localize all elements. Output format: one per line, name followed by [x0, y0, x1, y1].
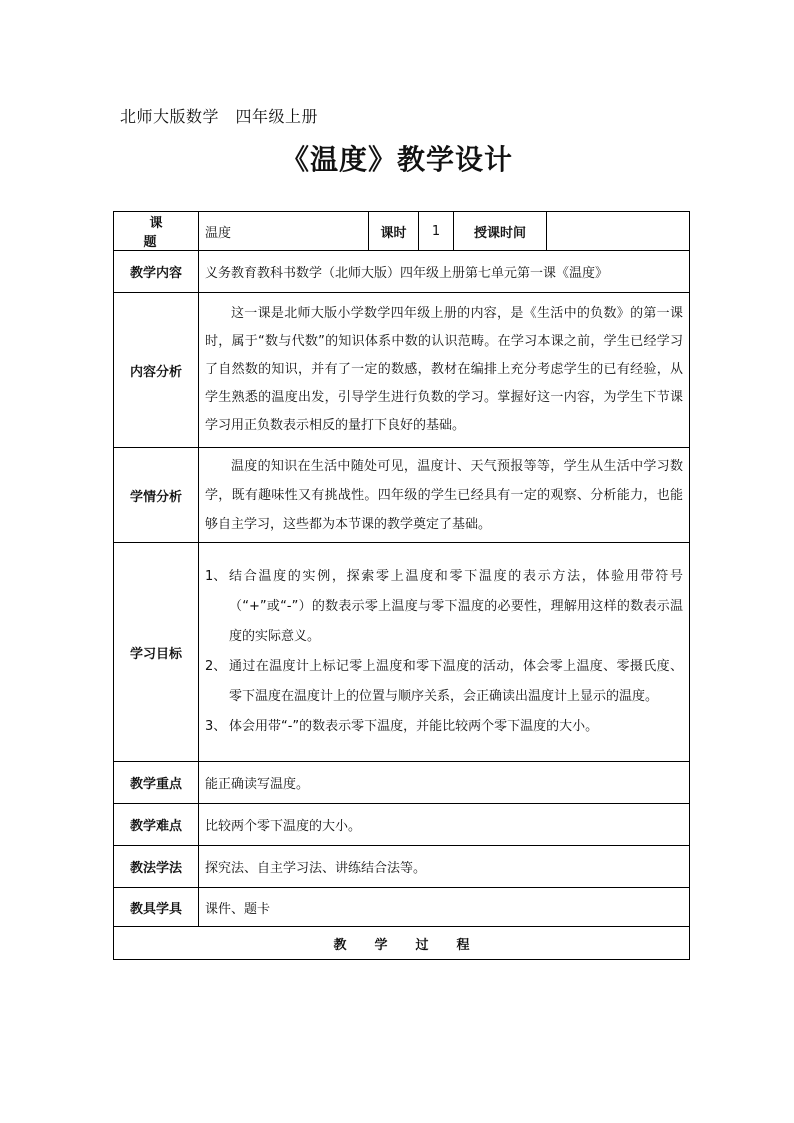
- analysis-cell: [199, 293, 690, 448]
- learners-text: 温度的知识在生活中随处可见，温度计、天气预报等等，学生从生活中学习数学，既有趣味性又有挑战性。四年级的学生已经具有一定的观察、分析能力，也能够自主学习，这些都为本节课的教学奠定了基础。: [205, 458, 683, 532]
- row-learners: [114, 448, 690, 543]
- goal-number: 2、: [205, 659, 227, 674]
- topic-label: 课 题: [114, 212, 199, 251]
- tools-value: 课件、题卡: [199, 888, 690, 927]
- methods-label: 教法学法: [114, 846, 199, 888]
- goals-list: [205, 562, 683, 742]
- row-difficulty: [114, 804, 690, 846]
- time-value: [547, 212, 690, 251]
- difficulty-value: 比较两个零下温度的大小。: [199, 804, 690, 846]
- page-title: 《温度》教学设计: [280, 143, 513, 176]
- tools-label: 教具学具: [114, 888, 199, 927]
- topic-value: 温度: [199, 212, 369, 251]
- period-value: 1: [419, 212, 454, 251]
- goal-text: 结合温度的实例，探索零上温度和零下温度的表示方法，体验用带符号（“+”或“-”）的数表示零上温度与零下温度的必要性，理解用这样的数表示温度的实际意义。: [229, 569, 683, 644]
- subtitle: 北师大版数学 四年级上册: [120, 107, 319, 126]
- row-goals: [114, 543, 690, 762]
- row-topic: [114, 212, 690, 251]
- content-value: 义务教育教科书数学（北师大版）四年级上册第七单元第一课《温度》: [199, 251, 690, 293]
- goal-item: [205, 562, 683, 652]
- goal-item: [205, 712, 683, 742]
- content-label: 教学内容: [114, 251, 199, 293]
- key-point-label: 教学重点: [114, 762, 199, 804]
- difficulty-label: 教学难点: [114, 804, 199, 846]
- analysis-label: 内容分析: [114, 293, 199, 448]
- goal-text: 体会用带“-”的数表示零下温度，并能比较两个零下温度的大小。: [229, 719, 599, 734]
- row-key-point: [114, 762, 690, 804]
- analysis-text: 这一课是北师大版小学数学四年级上册的内容，是《生活中的负数》的第一课时，属于“数与代数”的知识体系中数的认识范畴。在学习本课之前，学生已经学习了自然数的知识，并有了一定的数感，教材在编排上充分考虑学生的已有经验，从学生熟悉的温度出发，引导学生进行负数的学习。掌握好这一内容，为学生下节课学习用正负数表示相反的量打下良好的基础。: [205, 306, 683, 433]
- row-process: [114, 927, 690, 960]
- goal-number: 1、: [205, 569, 227, 584]
- goal-number: 3、: [205, 719, 227, 734]
- goal-text: 通过在温度计上标记零上温度和零下温度的活动，体会零上温度、零摄氏度、零下温度在温度计上的位置与顺序关系，会正确读出温度计上显示的温度。: [229, 659, 683, 704]
- lesson-plan-table: [113, 211, 690, 960]
- row-tools: [114, 888, 690, 927]
- row-methods: [114, 846, 690, 888]
- row-content: [114, 251, 690, 293]
- period-label: 课时: [369, 212, 419, 251]
- goal-item: [205, 652, 683, 712]
- row-analysis: [114, 293, 690, 448]
- learners-cell: [199, 448, 690, 543]
- key-point-value: 能正确读写温度。: [199, 762, 690, 804]
- goals-cell: [199, 543, 690, 762]
- goals-label: 学习目标: [114, 543, 199, 762]
- time-label: 授课时间: [454, 212, 547, 251]
- learners-label: 学情分析: [114, 448, 199, 543]
- process-heading: 教学过程: [114, 927, 690, 960]
- methods-value: 探究法、自主学习法、讲练结合法等。: [199, 846, 690, 888]
